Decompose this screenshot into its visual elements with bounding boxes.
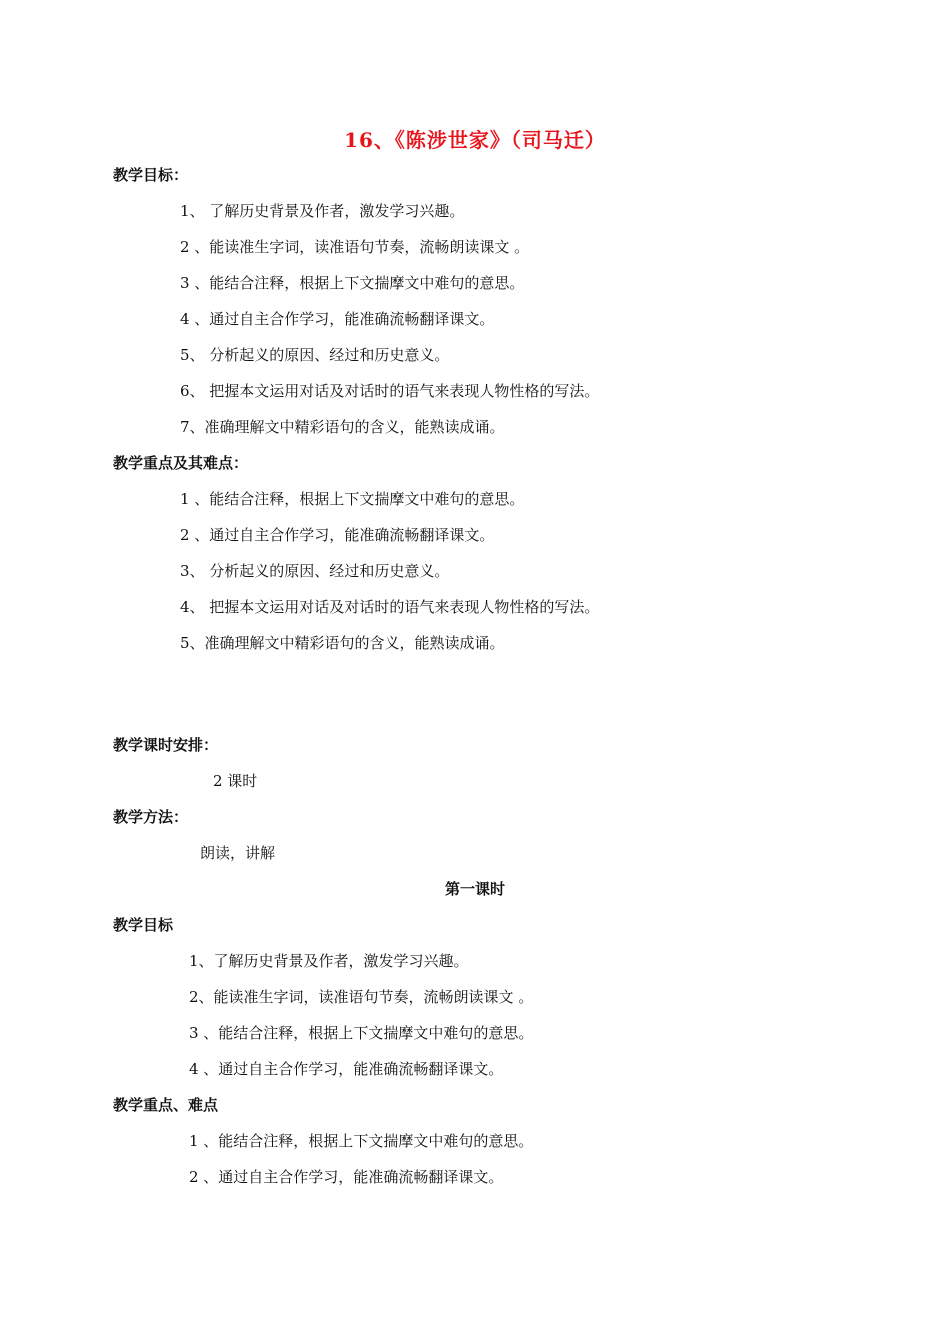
methods-text: 朗读，讲解	[200, 844, 276, 862]
lesson-objective-item-2: 2、能读准生字词，读准语句节奏，流畅朗读课文 。	[189, 988, 534, 1006]
document-title: 16、《陈涉世家》（司马迁）	[344, 128, 606, 152]
schedule-text: 2 课时	[213, 772, 258, 790]
section-heading-schedule: 教学课时安排：	[113, 736, 219, 754]
section-heading-lesson-key-points: 教学重点、难点	[113, 1096, 219, 1114]
lesson-key-point-item-2: 2 、通过自主合作学习，能准确流畅翻译课文。	[189, 1168, 504, 1186]
objective-item-1: 1、 了解历史背景及作者，激发学习兴趣。	[180, 202, 465, 220]
lesson-objective-item-1: 1、了解历史背景及作者，激发学习兴趣。	[189, 952, 469, 970]
section-heading-lesson-objectives: 教学目标	[113, 916, 174, 934]
objective-item-3: 3 、能结合注释，根据上下文揣摩文中难句的意思。	[180, 274, 525, 292]
key-point-item-5: 5、准确理解文中精彩语句的含义，能熟读成诵。	[180, 634, 505, 652]
lesson-key-point-item-1: 1 、能结合注释，根据上下文揣摩文中难句的意思。	[189, 1132, 534, 1150]
objective-item-5: 5、 分析起义的原因、经过和历史意义。	[180, 346, 450, 364]
objective-item-6: 6、 把握本文运用对话及对话时的语气来表现人物性格的写法。	[180, 382, 600, 400]
objective-item-2: 2 、能读准生字词，读准语句节奏，流畅朗读课文 。	[180, 238, 530, 256]
key-point-item-3: 3、 分析起义的原因、经过和历史意义。	[180, 562, 450, 580]
key-point-item-4: 4、 把握本文运用对话及对话时的语气来表现人物性格的写法。	[180, 598, 600, 616]
section-heading-key-points: 教学重点及其难点：	[113, 454, 249, 472]
key-point-item-1: 1 、能结合注释，根据上下文揣摩文中难句的意思。	[180, 490, 525, 508]
lesson-title: 第一课时	[444, 880, 505, 898]
key-point-item-2: 2 、通过自主合作学习，能准确流畅翻译课文。	[180, 526, 495, 544]
section-heading-objectives: 教学目标：	[113, 166, 189, 184]
section-heading-methods: 教学方法：	[113, 808, 189, 826]
lesson-objective-item-4: 4 、通过自主合作学习，能准确流畅翻译课文。	[189, 1060, 504, 1078]
objective-item-7: 7、准确理解文中精彩语句的含义，能熟读成诵。	[180, 418, 505, 436]
objective-item-4: 4 、通过自主合作学习，能准确流畅翻译课文。	[180, 310, 495, 328]
lesson-objective-item-3: 3 、能结合注释，根据上下文揣摩文中难句的意思。	[189, 1024, 534, 1042]
